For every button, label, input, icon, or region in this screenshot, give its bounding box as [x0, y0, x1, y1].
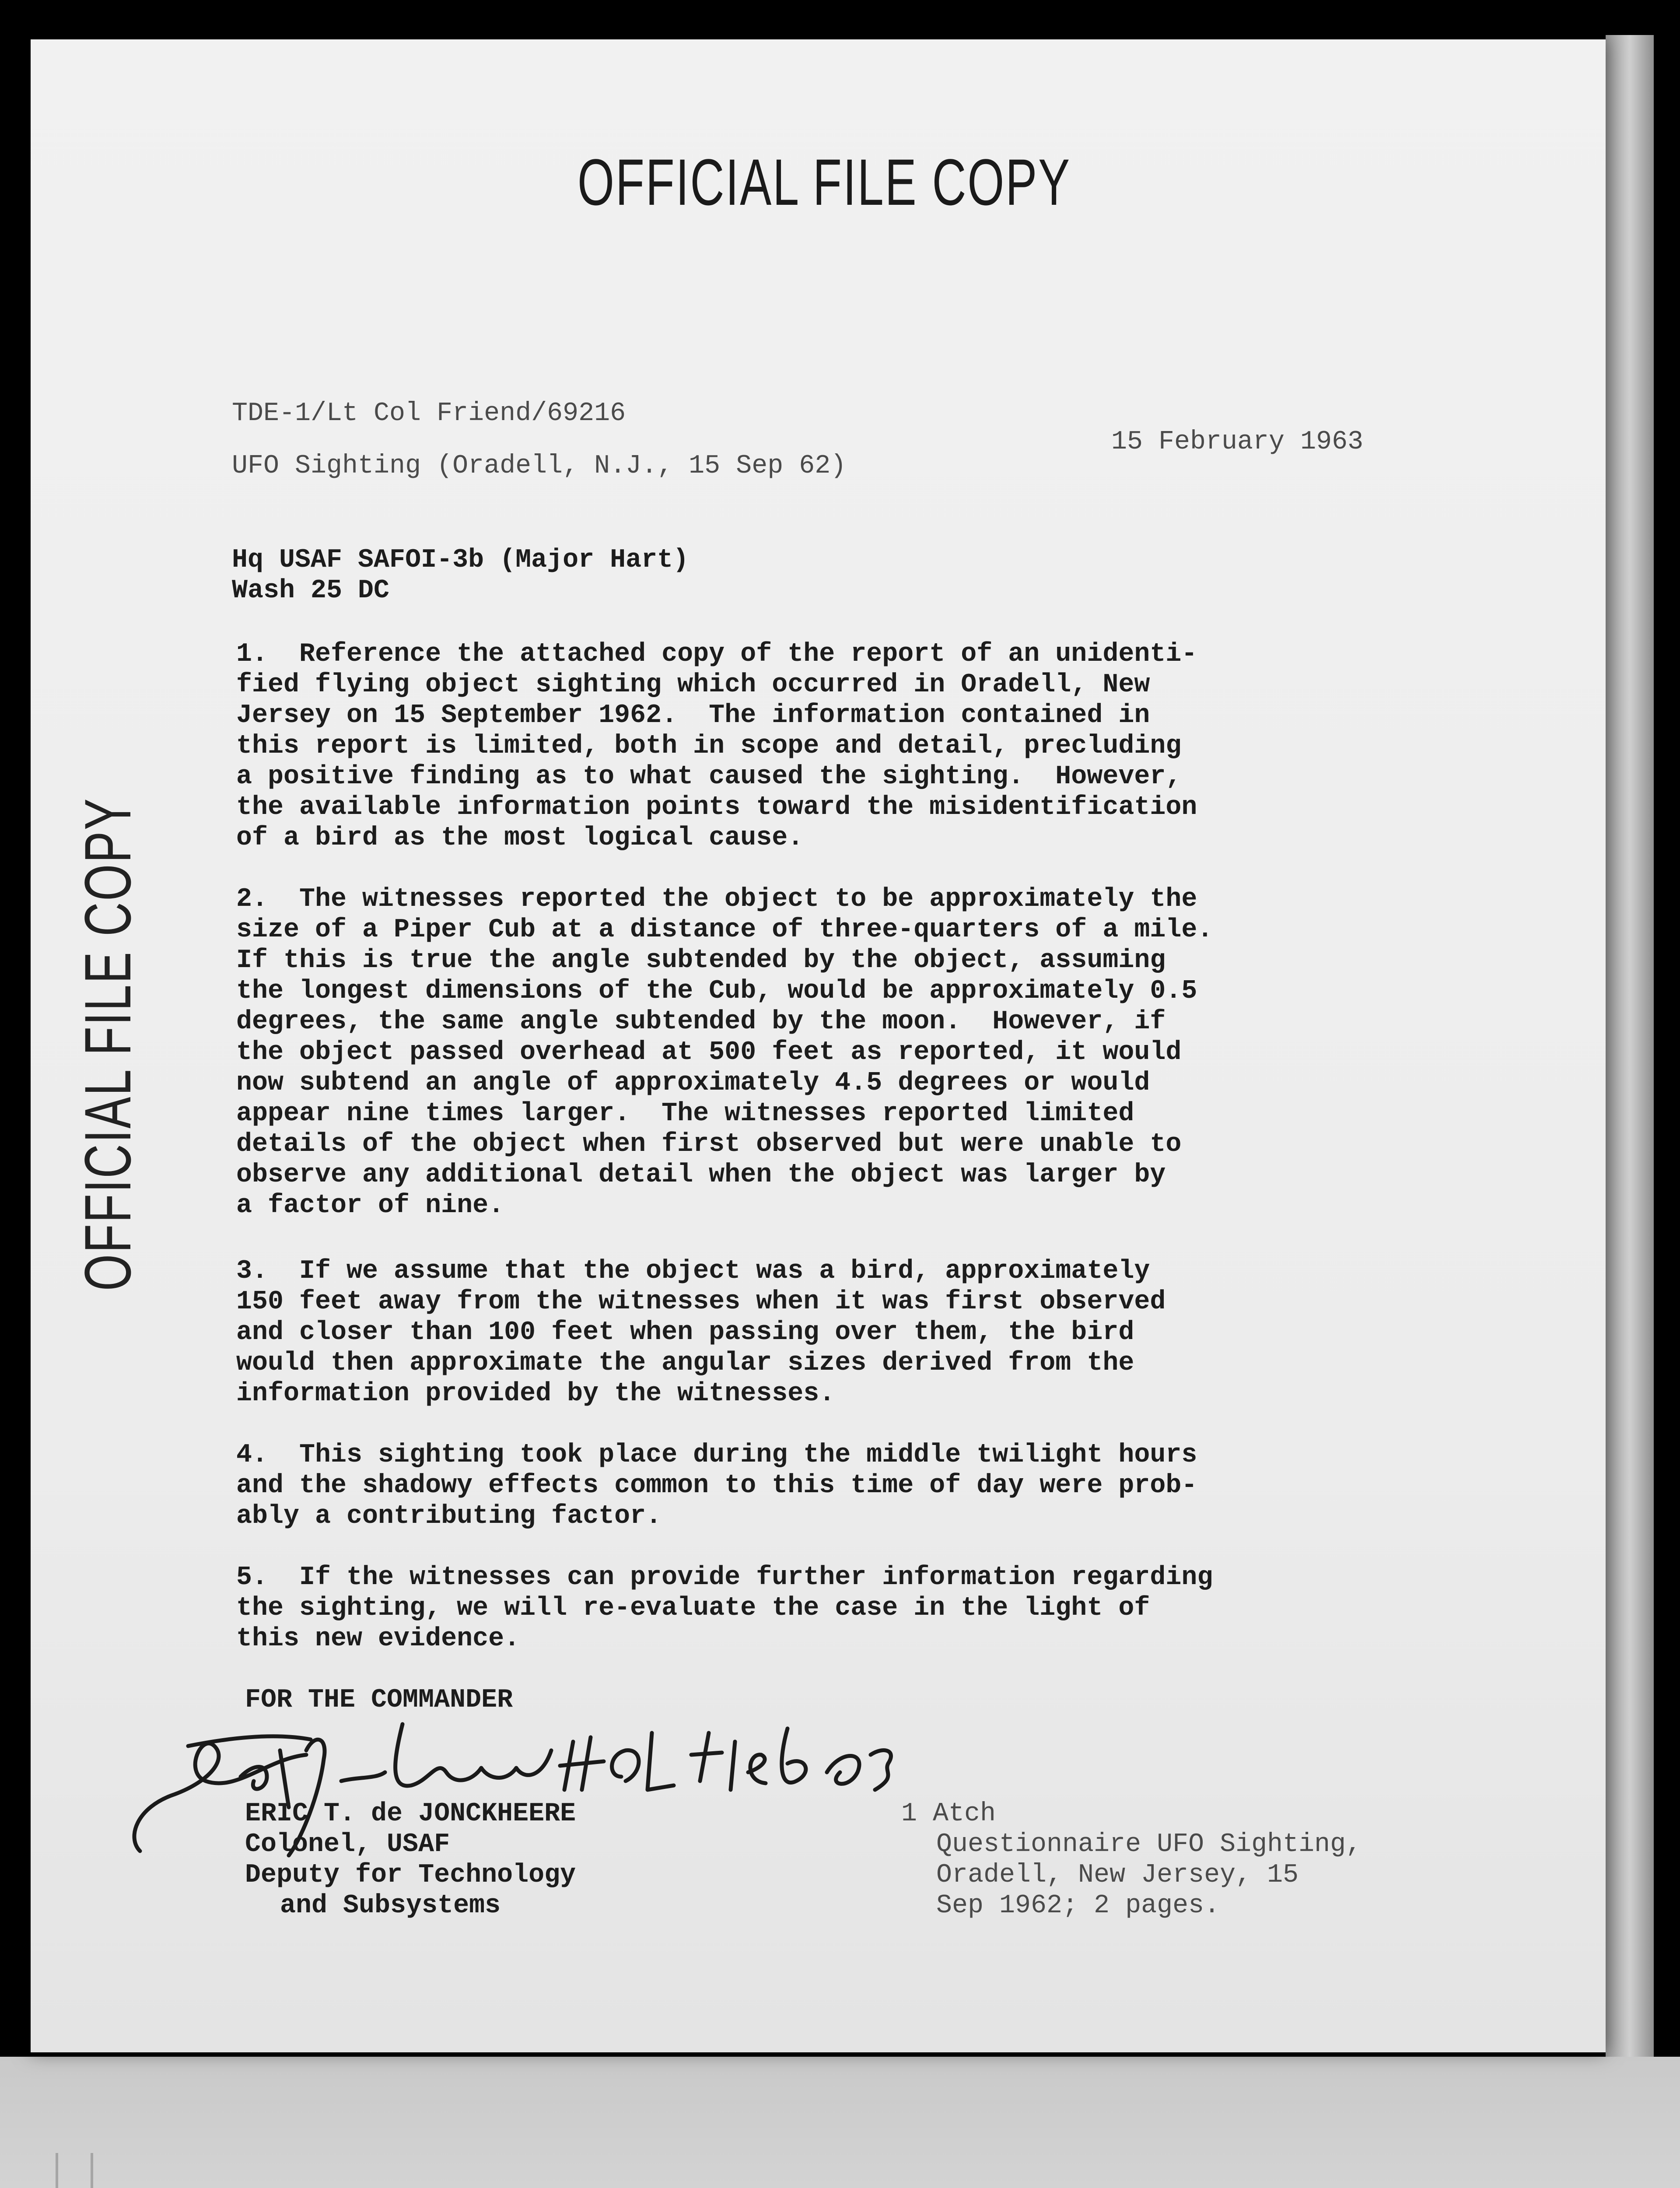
signer-rank: Colonel, USAF	[245, 1830, 450, 1859]
paragraph-1: 1. Reference the attached copy of the report of an unidenti- fied flying object sighting which occurred in Oradell, New Jersey on 15 September 1962. The information contained in this report is limited, both in scope and detail, precluding a positive finding as to what caused the sighting. However, the available information points toward the misidentification of a bird as the most logical cause.	[236, 639, 1197, 853]
paragraph-3: 3. If we assume that the object was a bird, approximately 150 feet away from the witnesses when it was first observed and closer than 100 feet when passing over them, the bird would then approximate the angular sizes derived from the information provided by the witnesses.	[236, 1256, 1166, 1409]
page-edge	[1606, 35, 1654, 2057]
office-symbol: TDE-1/Lt Col Friend/69216	[232, 399, 626, 428]
paragraph-5: 5. If the witnesses can provide further information regarding the sighting, we will re-evaluate the case in the light of this new evidence.	[236, 1563, 1213, 1654]
attachment-label: 1 Atch	[901, 1799, 996, 1829]
addressee-line-1: Hq USAF SAFOI-3b (Major Hart)	[232, 545, 689, 575]
signer-title-2: and Subsystems	[280, 1891, 501, 1921]
closing-line: FOR THE COMMANDER	[245, 1685, 513, 1715]
scan-artifact	[39, 2135, 136, 2188]
paragraph-2: 2. The witnesses reported the object to be approximately the size of a Piper Cub at a distance of three-quarters of a mile. If this is true the angle subtended by the object, assuming the longest dimensions of the Cub, would be approximately 0.5 degrees, the same angle subtended by the moon. However, if the object passed overhead at 500 feet as reported, it would now subtend an angle of approximately 4.5 degrees or would appear nine times larger. The witnesses reported limited details of the object when first observed but were unable to observe any additional detail when the object was larger by a factor of nine.	[236, 884, 1213, 1220]
paragraph-4: 4. This sighting took place during the middle twilight hours and the shadowy effects common to this time of day were prob- ably a contributing factor.	[236, 1440, 1197, 1531]
scan-background	[0, 2057, 1680, 2188]
document-date: 15 February 1963	[1111, 427, 1364, 457]
signer-title-1: Deputy for Technology	[245, 1860, 576, 1890]
attachment-line-3: Sep 1962; 2 pages.	[936, 1891, 1220, 1921]
addressee-line-2: Wash 25 DC	[232, 576, 390, 606]
subject-line: UFO Sighting (Oradell, N.J., 15 Sep 62)	[232, 451, 847, 481]
official-file-copy-stamp: OFFICIAL FILE COPY	[578, 145, 1071, 219]
signer-name: ERIC T. de JONCKHEERE	[245, 1799, 576, 1829]
attachment-line-2: Oradell, New Jersey, 15	[936, 1860, 1299, 1890]
official-file-copy-side-stamp: OFFICIAL FILE COPY	[71, 797, 144, 1291]
attachment-line-1: Questionnaire UFO Sighting,	[936, 1830, 1362, 1859]
